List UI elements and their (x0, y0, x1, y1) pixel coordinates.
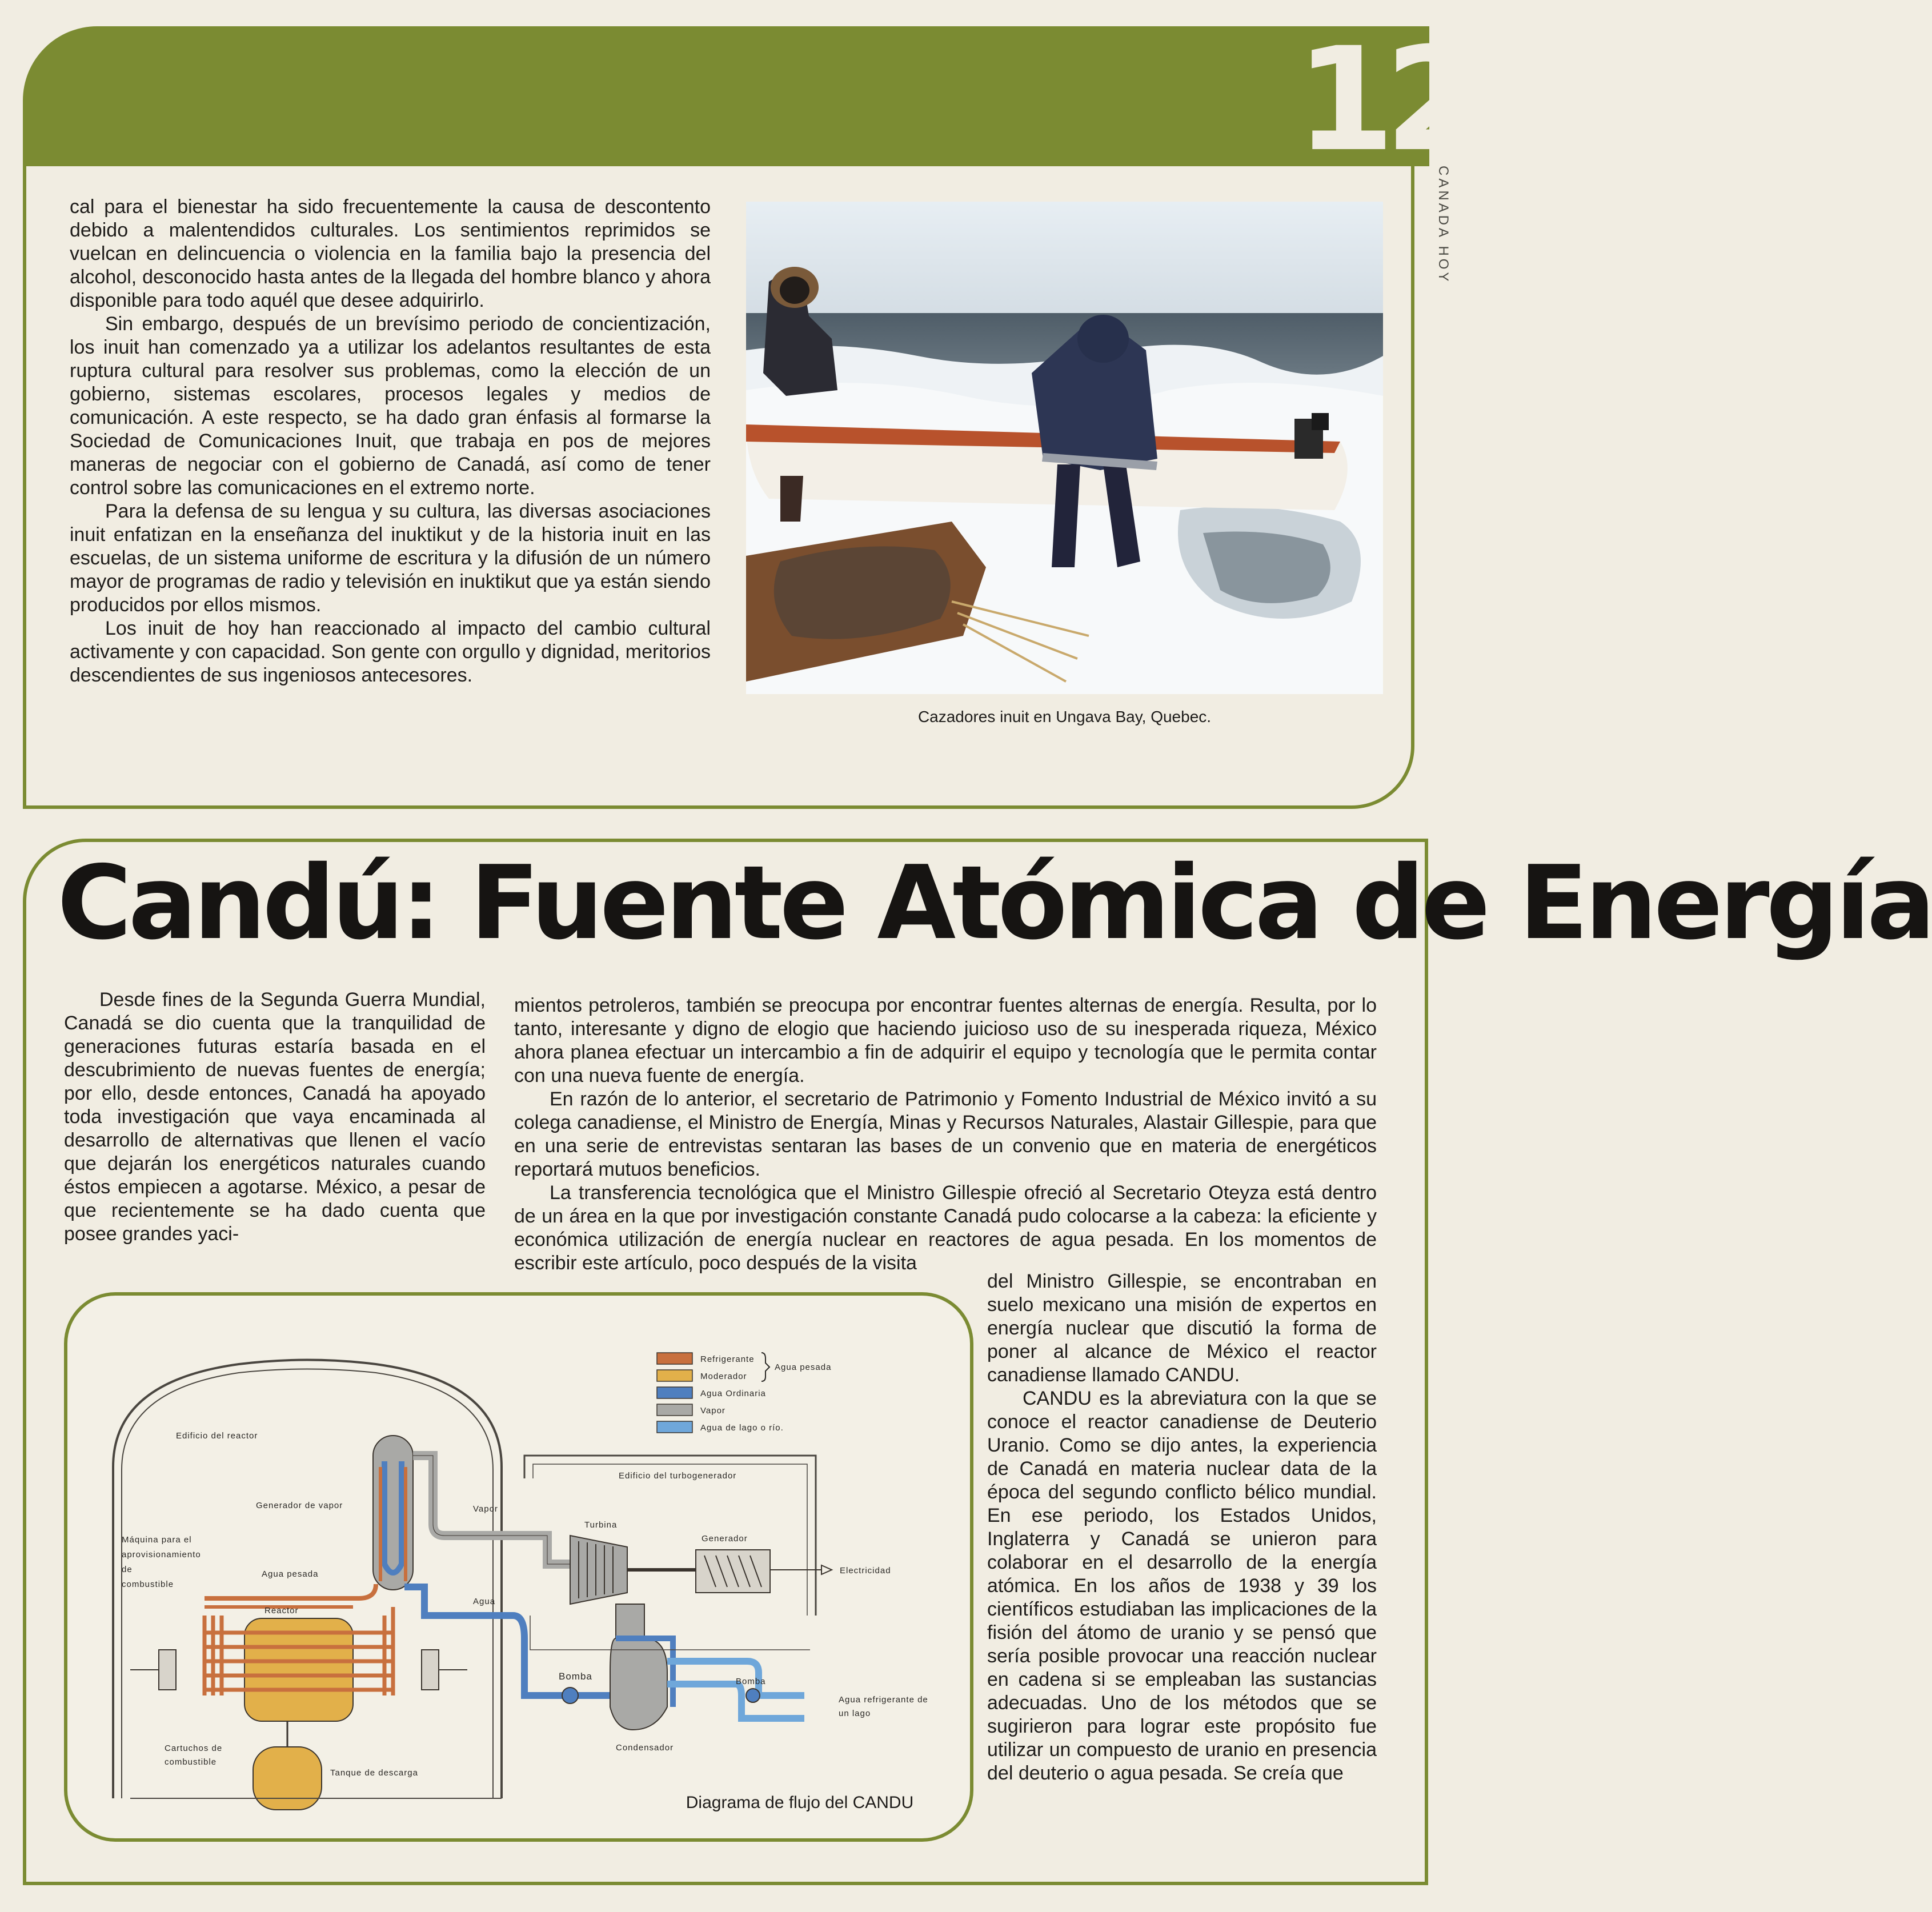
article-column-left (64, 988, 486, 1246)
legend-label-moderador: Moderador (700, 1372, 747, 1381)
legend-label-agua-lago: Agua de lago o río. (700, 1423, 784, 1433)
inuit-hunters-photo (746, 202, 1383, 694)
label-reactor-building: Edificio del reactor (176, 1431, 258, 1441)
legend-label-agua-ordinaria: Agua Ordinaria (700, 1389, 766, 1398)
label-discharge-tank: Tanque de descarga (330, 1768, 418, 1778)
label-steam-generator: Generador de vapor (256, 1501, 343, 1510)
label-turbine: Turbina (584, 1520, 618, 1530)
paragraph: Los inuit de hoy han reaccionado al impacto del cambio cultural activamente y con capacidad. Son gente con orgullo y dignidad, meritorios descendientes de sus ingeniosos antecesores. (70, 618, 711, 686)
paragraph: CANDU es la abreviatura con la que se conoce el reactor canadiense de Deuterio Uranio. Como se dijo antes, la experiencia de Canadá en materia nuclear data de la época del segundo conflicto bélico mundial. En ese periodo, los Estados Unidos, Inglaterra y Canadá se unieron para colaborar en el desarrollo de la energía atómica. En los años de 1938 y 39 los científicos estudiaban las implicaciones de la fisión del átomo de uranio y se pensó que sería posible provocar una reacción nuclear en cadena si se empleaban las sustancias adecuadas. Uno de los métodos que se sugirieron para lograr este propósito fue utilizar un compuesto de uranio en presencia del deuterio o agua pesada. Se creía que (987, 1388, 1377, 1784)
legend-swatch-agua-ordinaria (657, 1387, 692, 1398)
diagram-legend (657, 1353, 831, 1433)
candu-diagram-svg (67, 1296, 970, 1838)
legend-swatch-moderador (657, 1370, 692, 1381)
paragraph: Desde fines de la Segunda Guerra Mundial, Canadá se dio cuenta que la tranquilidad de generaciones futuras estaría basada en el descubrimiento de nuevas fuentes de energía; por ello, desde entonces, Canadá ha apoyado toda investigación que vaya encaminada al desarrollo de alternativas que llenen el vacío que dejarán los energéticos naturales cuando éstos empiecen a agotarse. México, a pesar de que recientemente se ha dado cuenta que posee grandes yaci- (64, 989, 486, 1245)
paragraph: En razón de lo anterior, el secretario de Patrimonio y Fomento Industrial de México invitó a su colega canadiense, el Ministro de Energía, Minas y Recursos Naturales, Alastair Gillespie, para que en una serie de entrevistas sentaran las bases de un convenio que en materia de energéticos reportará mutuos beneficios. (514, 1088, 1377, 1180)
legend-label-refrigerante: Refrigerante (700, 1354, 755, 1364)
label-generator: Generador (702, 1534, 748, 1544)
photo-caption: Cazadores inuit en Ungava Bay, Quebec. (917, 708, 1212, 725)
article-column-right (514, 994, 1377, 1275)
legend-swatch-vapor (657, 1404, 692, 1416)
label-lake-cooling: Agua refrigerante de un lago (839, 1695, 928, 1718)
article-headline: Candú: Fuente Atómica de Energía (57, 844, 1932, 962)
label-fuel-cartridges: Cartuchos de combustible (165, 1743, 223, 1767)
photo-illustration (746, 202, 1383, 694)
legend-swatch-refrigerante (657, 1353, 692, 1364)
label-pump-1: Bomba (559, 1671, 592, 1682)
article-column-narrow (987, 1270, 1377, 1785)
paragraph: La transferencia tecnológica que el Ministro Gillespie ofreció al Secretario Oteyza está dentro de un área en la que por investigación constante Canadá pudo colocarse a la cabeza: la eficiente y económica utilización de energía nuclear en reactores de agua pesada. En los momentos de escribir este artículo, poco después de la visita (514, 1182, 1377, 1274)
label-condenser: Condensador (616, 1743, 674, 1753)
label-fueling-machine: Máquina para el aprovisionamiento de combustible (122, 1535, 201, 1589)
paragraph: Para la defensa de su lengua y su cultura, las diversas asociaciones inuit enfatizan en la enseñanza del inuktikut y de la historia inuit en las escuelas, de un sistema uniforme de escritura y la difusión de un número mayor de programas de radio y televisión en inuktikut que ya están siendo producidos por ellos mismos. (70, 500, 711, 616)
label-pump-2: Bomba (736, 1677, 766, 1686)
paragraph: cal para el bienestar ha sido frecuentemente la causa de descontento debido a malentendidos culturales. Los sentimientos reprimidos se vuelcan en delincuencia o violencia en la familia bajo la presencia del alcohol, desconocido hasta antes de la llegada del hombre blanco y ahora disponible para todo aquél que desee adquirirlo. (70, 196, 711, 311)
page-number: 12 (1296, 17, 1474, 183)
paragraph: del Ministro Gillespie, se encontraban en suelo mexicano una misión de expertos en energía nuclear que discutió la forma de poner al alcance de México el reactor canadiense llamado CANDU. (987, 1270, 1377, 1386)
paragraph: mientos petroleros, también se preocupa por encontrar fuentes alternas de energía. Resulta, por lo tanto, interesante y digno de elogio que haciendo juicioso uso de su inesperada riqueza, México ahora planea efectuar un intercambio a fin de adquirir el equipo y tecnología que le permita contar con una nueva fuente de energía. (514, 995, 1377, 1087)
legend-swatch-agua-lago (657, 1421, 692, 1433)
label-turbine-building: Edificio del turbogenerador (619, 1471, 737, 1481)
label-steam: Vapor (473, 1504, 498, 1514)
label-reactor: Reactor (264, 1606, 299, 1616)
label-electricity: Electricidad (840, 1566, 891, 1576)
paragraph: Sin embargo, después de un brevísimo periodo de concientización, los inuit han comenzado ya a utilizar los adelantos resultantes de esta ruptura cultural para resolver sus problemas, como la elección de un gobierno, sistemas escolares, procesos legales y medios de comunicación. A este respecto, se ha dado gran énfasis al formarse la Sociedad de Comunicaciones Inuit, que trabaja en pos de mejores maneras de negociar con el gobierno de Canadá, así como de tener control sobre las comunicaciones en el extremo norte. (70, 313, 711, 499)
article-inuit-text (70, 195, 711, 687)
label-heavy-water: Agua pesada (262, 1569, 319, 1579)
diagram-caption: Diagrama de flujo del CANDU (686, 1793, 914, 1812)
header-band (23, 26, 1429, 166)
magazine-name: CANADA HOY (1436, 166, 1451, 284)
candu-flow-diagram (64, 1292, 973, 1842)
legend-group-agua-pesada: Agua pesada (775, 1362, 832, 1372)
legend-label-vapor: Vapor (700, 1406, 725, 1416)
label-water: Agua (473, 1597, 496, 1606)
